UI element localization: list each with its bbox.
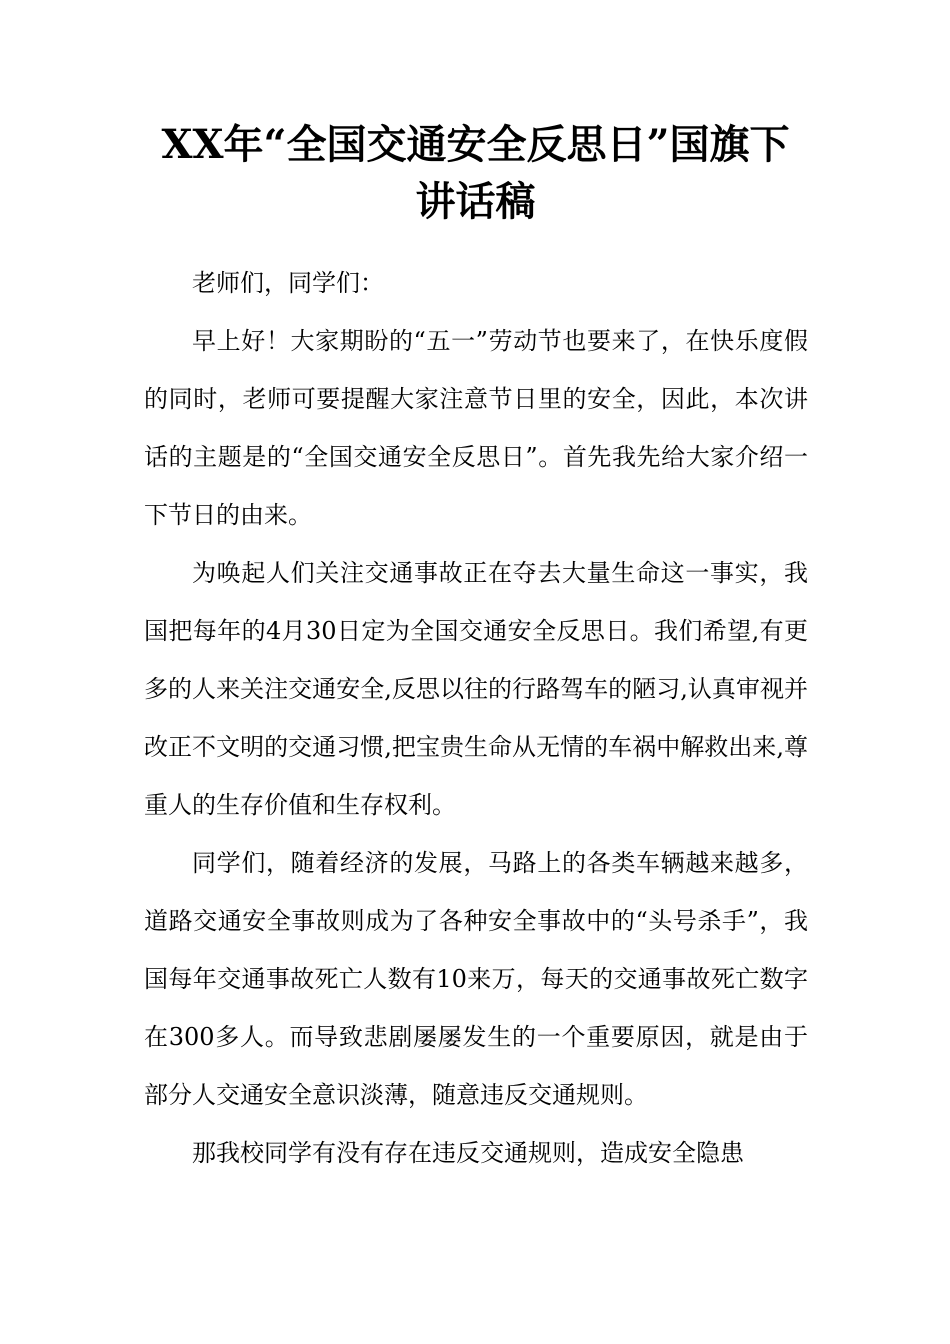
body-paragraph: 为唤起人们关注交通事故正在夺去大量生命这一事实，我国把每年的4月30日定为全国交通安全反思日。我们希望,有更多的人来关注交通安全,反思以往的行路驾车的陋习,认真审视并改正不文明的交通习惯,把宝贵生命从无情的车祸中解救出来,尊重人的生存价值和生存权利。: [144, 559, 808, 819]
body-paragraph: 同学们，随着经济的发展，马路上的各类车辆越来越多，道路交通安全事故则成为了各种安全事故中的“头号杀手”，我国每年交通事故死亡人数有10来万，每天的交通事故死亡数字在300多人。而导致悲剧屡屡发生的一个重要原因，就是由于部分人交通安全意识淡薄，随意违反交通规则。: [144, 849, 808, 1109]
salutation-paragraph: 老师们，同学们：: [192, 269, 384, 297]
body-paragraph: 那我校同学有没有存在违反交通规则，造成安全隐患: [192, 1139, 744, 1167]
document-title: XX年“全国交通安全反思日”国旗下讲话稿: [161, 121, 790, 225]
document-body: [144, 254, 808, 1182]
body-paragraph: 早上好！大家期盼的“五一”劳动节也要来了，在快乐度假的同时，老师可要提醒大家注意节日里的安全，因此，本次讲话的主题是的“全国交通安全反思日”。首先我先给大家介绍一下节日的由来。: [144, 327, 808, 529]
